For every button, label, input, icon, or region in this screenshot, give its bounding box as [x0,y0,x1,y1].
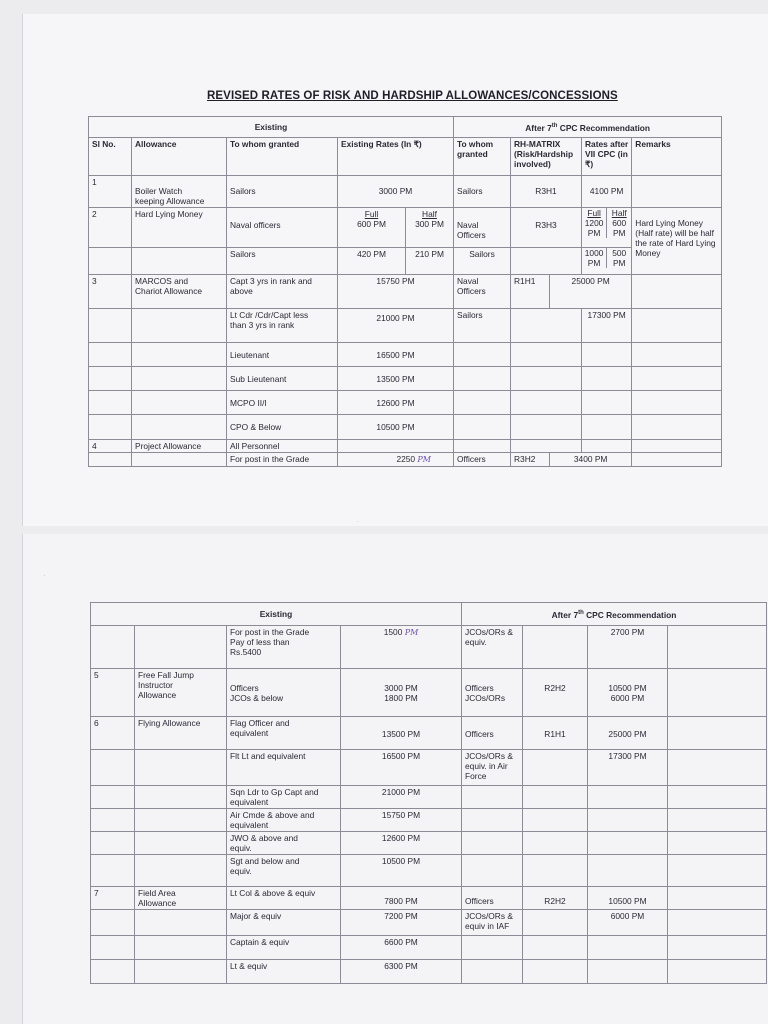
table-row: Sqn Ldr to Gp Capt and equivalent 21000 PM [91,786,767,809]
to-whom-granted-header: To whom granted [230,139,300,149]
table-row: Major & equiv 7200 PM JCOs/ORs & equiv in IAF 6000 PM [91,910,767,936]
table-row: 2 Hard Lying Money Naval officers Full 600 PM Half 300 PM Naval Officers R3H3 Full 1200 PM Half 600 PM Hard Lying Money (Half rate) will be half the rate of Hard Lying Money [89,208,722,248]
table-row: 7 Field Area Allowance Lt Col & above & equiv 7800 PM Officers R2H2 10500 PM [91,887,767,910]
document-page-1 [22,14,768,530]
table-row: Flt Lt and equivalent 16500 PM JCOs/ORs & equiv. in Air Force 17300 PM [91,750,767,786]
allowance-table-1 [88,116,722,467]
existing-header-2: Existing [259,609,293,619]
table-row [91,603,767,626]
table-row: Lt Cdr /Cdr/Capt less than 3 yrs in rank 21000 PM Sailors 17300 PM [89,309,722,343]
existing-rates-header: Existing Rates (In ₹) [341,139,422,149]
table-row [89,117,722,138]
table-row: JWO & above and equiv. 12600 PM [91,832,767,855]
table-row: Lieutenant 16500 PM [89,343,722,367]
document-page-2 [22,534,768,1024]
existing-header: Existing [254,122,288,132]
table-row: Air Cmde & above and equivalent 15750 PM [91,809,767,832]
sl-no-header: Sl No. [92,139,116,149]
rh-matrix-header: RH-MATRIX [514,139,561,149]
allowance-table-2 [90,602,767,984]
after-7th-cpc-header-2: After 7th CPC Recommendation [462,603,767,626]
table-row: CPO & Below 10500 PM [89,415,722,440]
allowance-header: Allowance [135,139,177,149]
table-row: For post in the Grade 2250 PM Officers R3H2 3400 PM [89,453,722,467]
scan-speck: · [43,570,46,580]
table-row: Sub Lieutenant 13500 PM [89,367,722,391]
table-row: Sgt and below and equiv. 10500 PM [91,855,767,887]
table-row: MCPO II/I 12600 PM [89,391,722,415]
table-row: 6 Flying Allowance Flag Officer and equivalent 13500 PM Officers R1H1 25000 PM [91,717,767,750]
table-row: 5 Free Fall Jump Instructor Allowance Officers JCOs & below 3000 PM 1800 PM Officers JCOs/ORs R2H2 10500 PM 6000 PM [91,669,767,717]
document-title: REVISED RATES OF RISK AND HARDSHIP ALLOWANCES/CONCESSIONS [207,90,618,102]
hard-lying-remark: Hard Lying Money [635,218,703,228]
after-7th-cpc-header: After 7th CPC Recommendation [454,117,722,138]
table-row: Lt & equiv 6300 PM [91,960,767,984]
rates-after-header: Rates after [585,139,629,149]
table-row: 4 Project Allowance All Personnel [89,440,722,453]
table-row: Captain & equiv 6600 PM [91,936,767,960]
scan-speck: ˙ [357,520,360,530]
table-header-row: Sl No. Allowance To whom granted Existing Rates (In ₹) To whom granted RH-MATRIX (Risk/Hardship involved) Rates after VII CPC (in ₹) Remarks [89,138,722,176]
table-row: For post in the Grade Pay of less than Rs.5400 1500 PM JCOs/ORs & equiv. 2700 PM [91,626,767,669]
remarks-header: Remarks [635,139,671,149]
table-row: 3 MARCOS and Chariot Allowance Capt 3 yrs in rank and above 15750 PM Naval Officers R1H1 25000 PM [89,275,722,309]
table-row: 1 Boiler Watch keeping Allowance Sailors 3000 PM Sailors R3H1 4100 PM [89,176,722,208]
table-row: Sailors 420 PM 210 PM Sailors 1000 PM 500 PM [89,248,722,275]
